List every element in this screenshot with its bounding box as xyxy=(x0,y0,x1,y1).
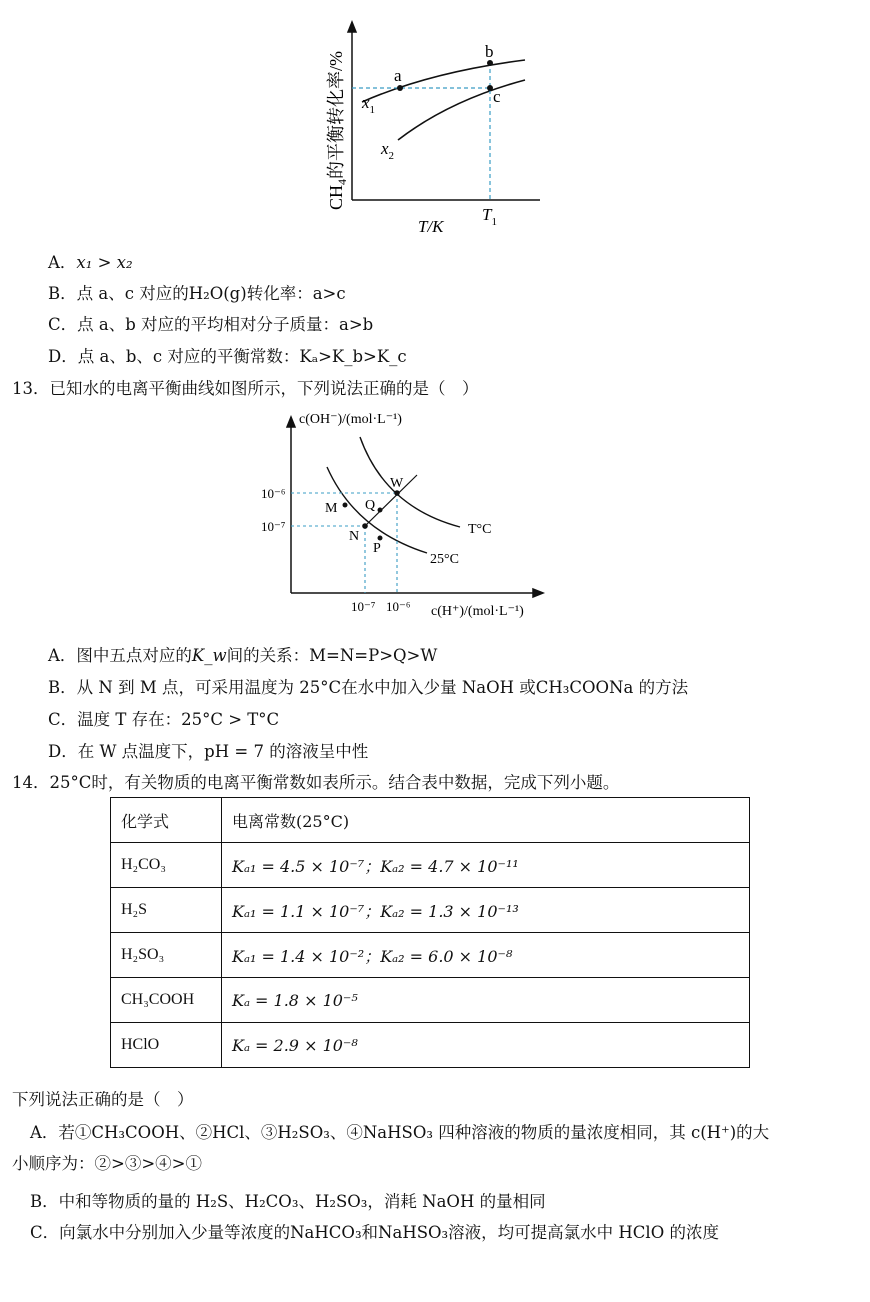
curve-x1 xyxy=(362,60,525,102)
fig1-ylabel xyxy=(326,51,349,210)
point-w xyxy=(394,490,400,496)
table-row xyxy=(111,1023,750,1068)
table-row xyxy=(111,933,750,978)
xtick-1e-6: 10⁻⁶ xyxy=(386,599,411,614)
table-header-row xyxy=(111,798,750,843)
constant-cell: Kₐ = 1.8 × 10⁻⁵ xyxy=(222,978,750,1023)
formula-cell: HClO xyxy=(111,1023,222,1068)
point-p xyxy=(378,536,383,541)
figure-water-ionization xyxy=(255,405,555,627)
q13-option-b: B．从 N 到 M 点，可采用温度为 25°C在水中加入少量 NaOH 或CH₃COONa 的方法 xyxy=(48,678,689,697)
label-curve-t: T°C xyxy=(468,522,492,537)
table-row xyxy=(111,888,750,933)
q13-option-a: A．图中五点对应的K_w间的关系：M=N=P>Q>W xyxy=(48,646,438,665)
fig1-xlabel: T/K xyxy=(418,217,444,236)
label-q: Q xyxy=(365,498,376,513)
point-m xyxy=(343,503,348,508)
point-q xyxy=(378,508,383,513)
constant-cell: Kₐ₁ = 1.4 × 10⁻²；Kₐ₂ = 6.0 × 10⁻⁸ xyxy=(222,933,750,978)
q12-option-a: A．x₁ > x₂ xyxy=(48,253,133,272)
label-x2: $x_2$ xyxy=(381,139,395,162)
xtick-1e-7: 10⁻⁷ xyxy=(351,599,376,614)
q12-option-b: B．点 a、c 对应的H₂O(g)转化率：a>c xyxy=(48,284,346,303)
fig2-ylabel: c(OH⁻)/(mol·L⁻¹) xyxy=(299,412,402,427)
label-n: N xyxy=(349,529,360,544)
q13-option-d: D．在 W 点温度下，pH = 7 的溶液呈中性 xyxy=(48,742,369,761)
formula-cell: H₂SO₃ xyxy=(111,933,222,978)
svg-text:CH4的平衡转化率/%: $CH_4$的平衡转化率/% xyxy=(326,50,349,210)
label-curve-25: 25°C xyxy=(430,552,459,567)
q13-option-c: C．温度 T 存在：25°C > T°C xyxy=(48,710,280,729)
label-p: P xyxy=(373,541,381,556)
constant-cell: Kₐ₁ = 4.5 × 10⁻⁷；Kₐ₂ = 4.7 × 10⁻¹¹ xyxy=(222,843,750,888)
q12-option-d: D．点 a、b、c 对应的平衡常数：Kₐ>K_b>K_c xyxy=(48,347,407,366)
q14-stem: 14．25°C时，有关物质的电离平衡常数如表所示。结合表中数据，完成下列小题。 xyxy=(12,773,620,792)
label-t1: $T_1$ xyxy=(482,205,497,228)
q14-sub-stem: 下列说法正确的是（ ） xyxy=(12,1090,194,1109)
label-x1: $x_1$ xyxy=(362,93,376,116)
formula-cell: H₂CO₃ xyxy=(111,843,222,888)
q14-option-c: C．向氯水中分别加入少量等浓度的NaHCO₃和NaHSO₃溶液，均可提高氯水中 HClO 的浓度 xyxy=(30,1223,719,1242)
q14-option-a-line2: 小顺序为：②>③>④>① xyxy=(12,1154,202,1173)
formula-cell: CH₃COOH xyxy=(111,978,222,1023)
q13-stem: 13．已知水的电离平衡曲线如图所示，下列说法正确的是（ ） xyxy=(12,379,479,398)
label-b: b xyxy=(485,42,494,61)
ytick-1e-6: 10⁻⁶ xyxy=(261,486,286,501)
point-a xyxy=(397,85,403,91)
label-w: W xyxy=(390,476,404,491)
q14-option-b: B．中和等物质的量的 H₂S、H₂CO₃、H₂SO₃，消耗 NaOH 的量相同 xyxy=(30,1192,546,1211)
q14-option-a-line1: A．若①CH₃COOH、②HCl、③H₂SO₃、④NaHSO₃ 四种溶液的物质的量浓度相同，其 c(H⁺)的大 xyxy=(30,1123,770,1142)
ytick-1e-7: 10⁻⁷ xyxy=(261,519,286,534)
figure-ch4-conversion xyxy=(310,10,550,242)
point-n xyxy=(362,523,368,529)
curve-x2 xyxy=(398,80,525,140)
label-m: M xyxy=(325,501,338,516)
constant-cell: Kₐ = 2.9 × 10⁻⁸ xyxy=(222,1023,750,1068)
table-row xyxy=(111,843,750,888)
constant-cell: Kₐ₁ = 1.1 × 10⁻⁷；Kₐ₂ = 1.3 × 10⁻¹³ xyxy=(222,888,750,933)
label-c: c xyxy=(493,87,501,106)
header-constant: 电离常数(25°C) xyxy=(222,798,750,843)
ionization-constants-table xyxy=(110,797,750,1068)
q12-option-c: C．点 a、b 对应的平均相对分子质量：a>b xyxy=(48,315,374,334)
table-row xyxy=(111,978,750,1023)
fig2-xlabel: c(H⁺)/(mol·L⁻¹) xyxy=(431,604,524,619)
header-formula: 化学式 xyxy=(111,798,222,843)
label-a: a xyxy=(394,66,402,85)
formula-cell: H₂S xyxy=(111,888,222,933)
